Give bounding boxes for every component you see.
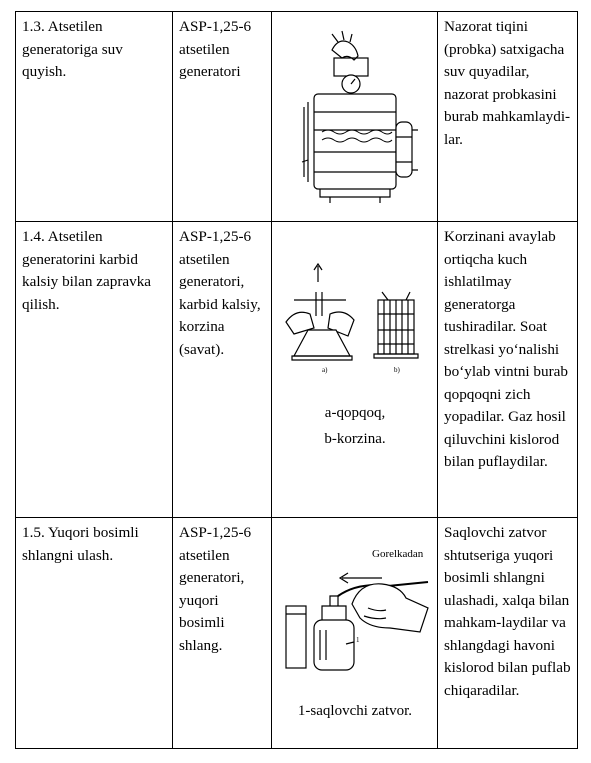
equipment-cell: ASP-1,25-6 atsetilen generatori, yuqori bosimli shlang. (173, 518, 272, 749)
safety-valve-hose-icon (272, 518, 438, 688)
description-cell: Korzinani avaylab ortiqcha kuch ishlatilmay generatorga tushiradilar. Soat strelkasi yo‘nalishi bo‘ylab vintni burab qopqoqni zich yopadilar. Gaz hosil qiluvchini kislorod bilan puflaydilar. (438, 222, 578, 518)
step-cell: 1.4. Atsetilen generatorini karbid kalsiy bilan zapravka qilish. (16, 222, 173, 518)
description-cell: Nazorat tiqini (probka) satxigacha suv quyadilar, nazorat probkasini burab mahkamlaydi-lar. (438, 12, 578, 222)
figure-caption: b-korzina. (324, 431, 386, 447)
step-cell: 1.5. Yuqori bosimli shlangni ulash. (16, 518, 173, 749)
equipment-cell: ASP-1,25-6 atsetilen generatori (173, 12, 272, 222)
svg-text:b): b) (394, 366, 400, 374)
table-row (16, 12, 578, 222)
lid-and-basket-icon (272, 222, 438, 382)
figure-caption: a-qopqoq, (324, 405, 386, 421)
svg-text:a): a) (322, 366, 328, 374)
figure-caption: 1-saqlovchi zatvor. (297, 703, 413, 719)
procedure-table (15, 11, 578, 749)
figure-cell (272, 12, 438, 222)
equipment-cell: ASP-1,25-6 atsetilen generatori, karbid kalsiy, korzina (savat). (173, 222, 272, 518)
figure-hint: Gorelkadan (372, 548, 424, 560)
svg-text:1: 1 (356, 636, 360, 644)
acetylene-generator-icon (272, 12, 438, 213)
step-cell: 1.3. Atsetilen generatoriga suv quyish. (16, 12, 173, 222)
table-row (16, 222, 578, 518)
description-cell: Saqlovchi zatvor shtutseriga yuqori bosimli shlangni ulashadi, xalqa bilan mahkam-laydilar va shlangdagi havoni kislorod bilan puflab chiqaradilar. (438, 518, 578, 749)
figure-cell (272, 222, 438, 518)
figure-cell (272, 518, 438, 749)
table-row (16, 518, 578, 749)
